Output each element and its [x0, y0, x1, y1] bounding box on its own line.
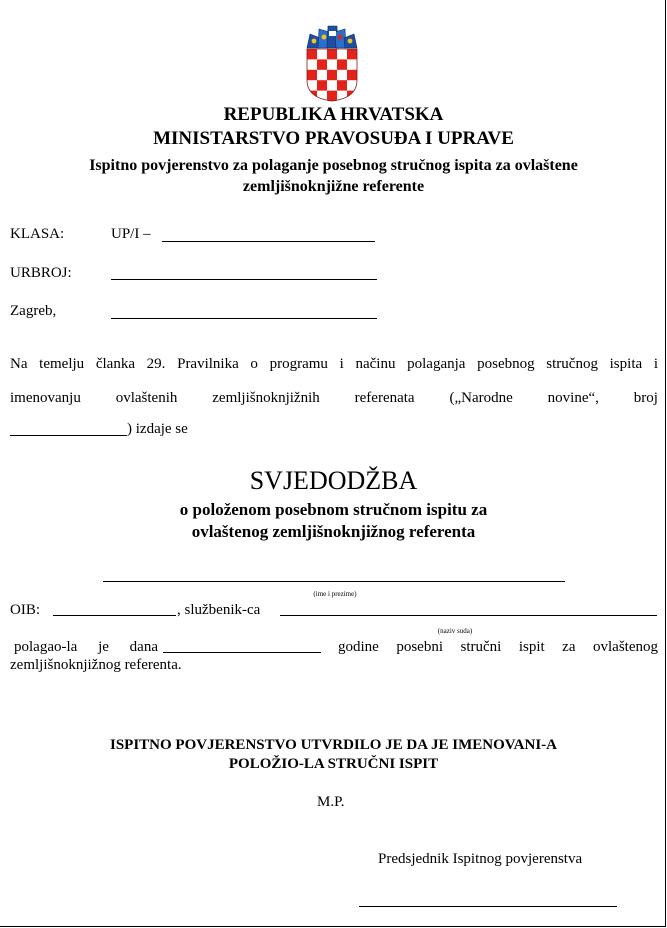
clerk-label: , službenik-ca — [177, 602, 261, 618]
ministry-heading: MINISTARSTVO PRAVOSUĐA I UPRAVE — [153, 128, 514, 149]
gazette-number-line — [10, 435, 127, 436]
passed-prefix — [14, 638, 158, 656]
passed-rest-word: ispit — [518, 639, 545, 655]
passed-rest-word: stručni — [460, 639, 502, 655]
certificate-subtitle-1: o položenom posebnom stručnom ispitu za — [179, 500, 488, 519]
intro-word: referenata — [354, 390, 415, 406]
certificate-title: SVJEDODŽBA — [249, 466, 418, 495]
urbroj-label: URBROJ: — [10, 265, 72, 281]
certificate-subtitle-2: ovlaštenog zemljišnoknjižnog referenta — [191, 522, 476, 541]
passed-rest-word: ovlaštenog — [593, 639, 658, 655]
intro-line-2 — [10, 389, 658, 407]
place-label: Zagreb, — [10, 303, 57, 319]
passed-word: dana — [129, 639, 158, 655]
court-line — [280, 615, 657, 616]
passed-rest — [338, 638, 658, 656]
intro-word: ovlaštenih — [115, 390, 178, 406]
intro-word: novine“, — [547, 390, 599, 406]
passed-rest-word: za — [562, 639, 576, 655]
country-heading: REPUBLIKA HRVATSKA — [223, 104, 444, 125]
committee-line-1: Ispitno povjerenstvo za polaganje posebnog stručnog ispita za ovlaštene — [89, 157, 578, 174]
oib-label: OIB: — [10, 602, 40, 618]
signature-title: Predsjednik Ispitnog povjerenstva — [378, 851, 583, 867]
date-line — [111, 318, 377, 319]
klasa-label: KLASA: — [10, 226, 65, 242]
checkered-shield — [307, 49, 357, 102]
intro-word: broj — [633, 390, 658, 406]
decision-line-1: ISPITNO POVJERENSTVO UTVRDILO JE DA JE IMENOVANI-A — [110, 737, 557, 753]
intro-word: („Narodne — [449, 390, 513, 406]
name-caption: (ime i prezime) — [313, 590, 357, 598]
signature-line — [359, 906, 617, 907]
klasa-prefix: UP/I – — [111, 226, 151, 242]
decision-line-2: POLOŽIO-LA STRUČNI ISPIT — [228, 756, 439, 772]
intro-line-1: Na temelju članka 29. Pravilnika o programu i načinu polaganja posebnog stručnog ispita i — [10, 356, 658, 372]
passed-word: polagao-la — [14, 639, 78, 655]
committee-line-2: zemljišnoknjižne referente — [242, 178, 425, 195]
passed-rest-word: posebni — [396, 639, 443, 655]
crown — [307, 26, 357, 48]
stamp-placeholder: M.P. — [317, 794, 345, 810]
klasa-line — [162, 241, 375, 242]
intro-word: imenovanju — [10, 390, 81, 406]
name-line — [103, 581, 565, 582]
urbroj-line — [111, 279, 377, 280]
oib-line — [53, 615, 176, 616]
croatian-coat-of-arms — [305, 20, 359, 102]
passed-rest-word: godine — [338, 639, 379, 655]
intro-line-3-suffix: ) izdaje se — [127, 421, 188, 437]
court-caption: (naziv suda) — [437, 627, 473, 635]
intro-word: zemljišnoknjižnih — [212, 390, 320, 406]
passed-word: je — [98, 639, 109, 655]
passed-line-end: zemljišnoknjižnog referenta. — [10, 657, 182, 673]
exam-date-line — [163, 652, 321, 653]
